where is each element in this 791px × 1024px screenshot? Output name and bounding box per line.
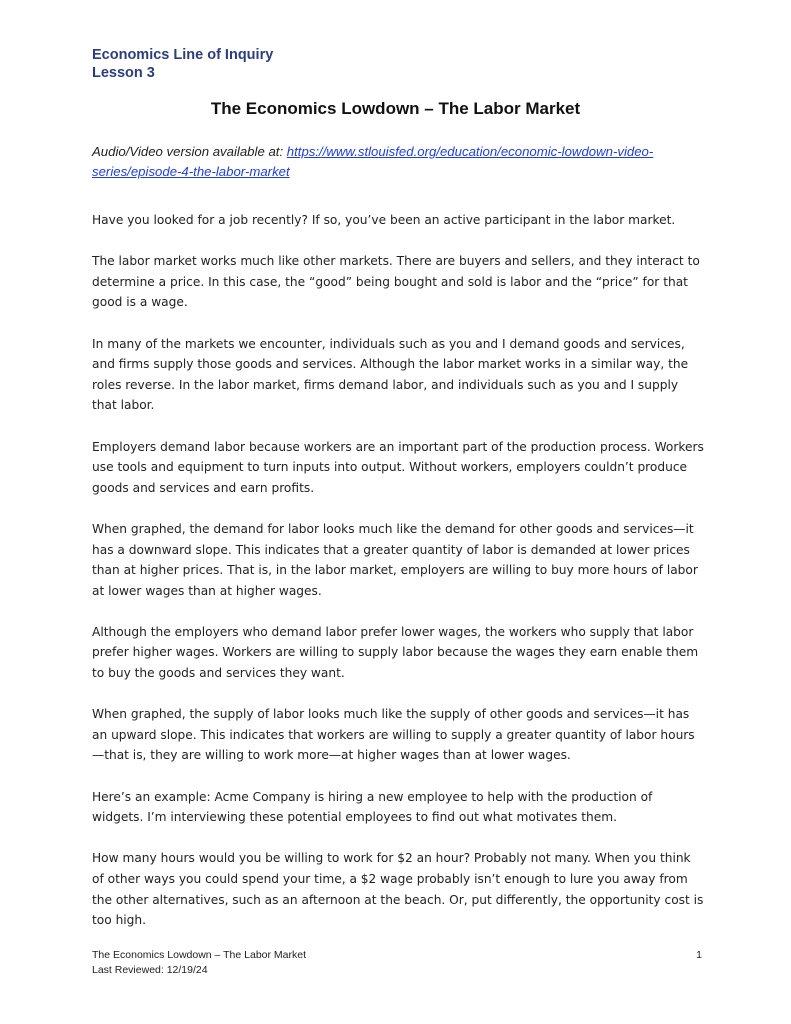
paragraph: When graphed, the demand for labor looks much like the demand for other goods and services—it has a downward slope. This indicates that a greater quantity of labor is demanded at lower prices than at higher prices. That is, in the labor market, employers are willing to buy more hours of labor at lower wages than at higher wages. bbox=[92, 521, 698, 598]
footer-info bbox=[92, 948, 306, 978]
paragraph: When graphed, the supply of labor looks much like the supply of other goods and services—it has an upward slope. This indicates that workers are willing to supply a greater quantity of labor hours—that is, they are willing to work more—at higher wages than at lower wages. bbox=[92, 707, 695, 763]
footer-reviewed-date: Last Reviewed: 12/19/24 bbox=[92, 964, 208, 976]
document-body bbox=[92, 210, 704, 951]
paragraph: Here’s an example: Acme Company is hiring a new employee to help with the production of widgets. I’m interviewing these potential employees to find out what motivates them. bbox=[92, 789, 653, 825]
document-title: The Economics Lowdown – The Labor Market bbox=[210, 99, 581, 118]
series-title: Economics Line of Inquiry bbox=[92, 47, 274, 63]
paragraph: Have you looked for a job recently? If so, you’ve been an active participant in the labor market. bbox=[92, 213, 676, 227]
lesson-header bbox=[92, 46, 273, 82]
video-link[interactable]: https://www.stlouisfed.org/education/economic-lowdown-video-series/episode-4-the-labor-market bbox=[92, 144, 654, 179]
audio-video-label: Audio/Video version available at: bbox=[92, 144, 287, 159]
lesson-number: Lesson 3 bbox=[92, 65, 155, 81]
paragraph: How many hours would you be willing to work for $2 an hour? Probably not many. When you think of other ways you could spend your time, a $2 wage probably isn’t enough to lure you away from the other alternatives, such as an afternoon at the beach. Or, put differently, the opportunity cost is too high. bbox=[92, 851, 704, 928]
audio-video-note bbox=[92, 142, 702, 182]
paragraph: The labor market works much like other markets. There are buyers and sellers, and they interact to determine a price. In this case, the “good” being bought and sold is labor and the “price” for that good is a wage. bbox=[92, 254, 700, 310]
paragraph: Employers demand labor because workers are an important part of the production process. Workers use tools and equipment to turn inputs into output. Without workers, employers couldn’t produce goods and services and earn profits. bbox=[92, 439, 704, 495]
paragraph: Although the employers who demand labor prefer lower wages, the workers who supply that labor prefer higher wages. Workers are willing to supply labor because the wages they earn enable them to buy the goods and services they want. bbox=[92, 624, 699, 681]
page-number: 1 bbox=[696, 949, 702, 961]
footer-doc-title: The Economics Lowdown – The Labor Market bbox=[92, 949, 306, 961]
paragraph: In many of the markets we encounter, individuals such as you and I demand goods and services, and firms supply those goods and services. Although the labor market works in a similar way, the roles reverse. In the labor market, firms demand labor, and individuals such as you and I supply that labor. bbox=[92, 336, 689, 413]
